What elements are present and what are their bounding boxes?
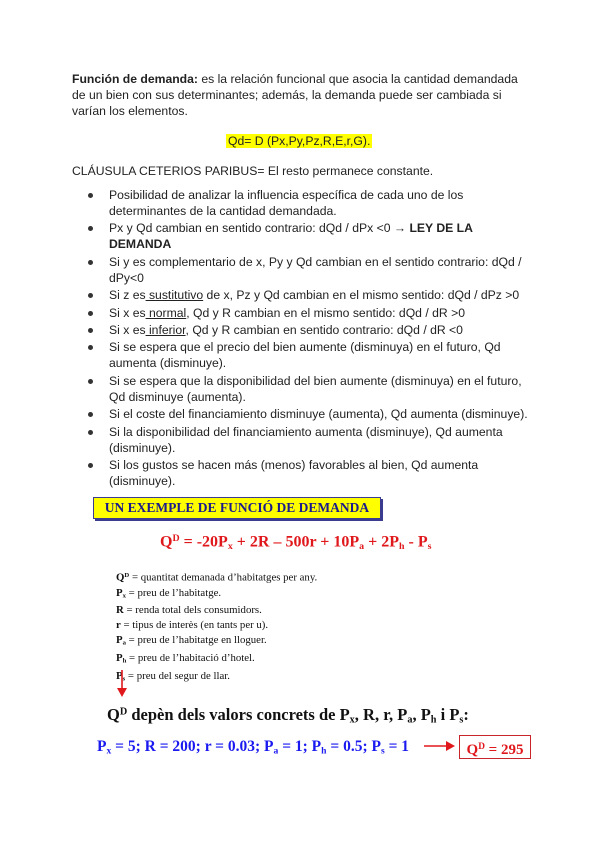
intro-line-3: varían los elementos. bbox=[72, 104, 188, 118]
dep-sub: s bbox=[459, 714, 464, 726]
val-part: = 1 bbox=[384, 738, 410, 755]
variable-definitions bbox=[116, 568, 317, 686]
demand-equation bbox=[160, 533, 431, 552]
dep-part: depèn dels valors concrets de P bbox=[127, 705, 350, 724]
definition-row bbox=[116, 568, 317, 586]
list-item bbox=[88, 254, 538, 286]
val-sub: h bbox=[321, 745, 327, 757]
intro-line-2: de un bien con sus determinantes; además, la demanda puede ser cambiada si bbox=[72, 88, 502, 102]
def-symbol: P bbox=[116, 652, 123, 665]
bullet-icon bbox=[88, 430, 93, 435]
bullet-icon bbox=[88, 193, 93, 198]
depends-statement bbox=[107, 705, 469, 726]
list-item-text: , Qd y R cambian en sentido contrario: dQd / dR <0 bbox=[185, 322, 463, 337]
def-symbol: P bbox=[116, 634, 123, 647]
val-part: = 0.5; P bbox=[326, 738, 381, 755]
bullet-icon bbox=[88, 328, 93, 333]
def-symbol: P bbox=[116, 669, 123, 682]
down-arrow-icon bbox=[116, 670, 128, 698]
intro-paragraph bbox=[72, 71, 532, 119]
ceteris-paribus-line: CLÁUSULA CETERIOS PARIBUS= El resto permanece constante. bbox=[72, 164, 434, 178]
def-text: = renda total dels consumidors. bbox=[123, 604, 262, 617]
eq-part: = -20P bbox=[179, 533, 228, 551]
def-text: = preu de l’habitació d’hotel. bbox=[126, 652, 255, 665]
result-part: Q bbox=[466, 742, 479, 759]
right-arrow-icon bbox=[424, 740, 456, 752]
example-values bbox=[97, 738, 409, 756]
eq-part: Q bbox=[160, 533, 173, 551]
dep-part: i P bbox=[436, 705, 460, 724]
bullet-icon bbox=[88, 463, 93, 468]
definition-row bbox=[116, 651, 317, 669]
list-item-text: Si los gustos se hacen más (menos) favorables al bien, Qd aumenta (disminuye). bbox=[109, 457, 479, 488]
def-sub: h bbox=[122, 657, 127, 665]
def-sub: x bbox=[122, 592, 126, 600]
dep-part: Q bbox=[107, 705, 120, 724]
eq-sub: x bbox=[227, 540, 233, 552]
result-value: = 295 bbox=[484, 742, 524, 759]
list-item bbox=[88, 457, 538, 489]
definition-row bbox=[116, 669, 317, 687]
list-item-text: , Qd y R cambian en el mismo sentido: dQd / dR >0 bbox=[186, 305, 465, 320]
definition-row bbox=[116, 586, 317, 604]
def-symbol: Q bbox=[116, 571, 125, 584]
val-part: P bbox=[97, 738, 107, 755]
result-box bbox=[459, 735, 531, 759]
eq-sup: D bbox=[172, 533, 180, 544]
dep-sub: h bbox=[430, 714, 437, 726]
intro-line-1 bbox=[72, 71, 532, 87]
list-item bbox=[88, 373, 538, 405]
determinants-list bbox=[88, 187, 538, 490]
definition-row bbox=[116, 603, 317, 618]
list-item bbox=[88, 406, 538, 422]
dep-sub: x bbox=[349, 714, 355, 726]
list-item bbox=[88, 424, 538, 456]
list-item bbox=[88, 339, 538, 371]
eq-sub: h bbox=[399, 540, 405, 552]
list-item bbox=[88, 305, 538, 321]
list-item-text: Si z es bbox=[109, 288, 146, 303]
list-item bbox=[88, 187, 538, 219]
list-item-text: Si x es bbox=[109, 305, 146, 320]
underlined-term: normal bbox=[145, 305, 187, 320]
def-symbol: P bbox=[116, 586, 123, 599]
list-item-text: Si x es bbox=[109, 322, 146, 337]
bullet-icon bbox=[88, 260, 93, 265]
val-sub: a bbox=[273, 745, 279, 757]
def-text: = preu de l’habitatge en lloguer. bbox=[125, 634, 267, 647]
def-sub: s bbox=[122, 675, 126, 683]
val-sub: x bbox=[106, 745, 112, 757]
def-symbol: R bbox=[116, 604, 124, 617]
demand-formula-text: Qd= D (Px,Py,Pz,R,E,r,G). bbox=[228, 134, 371, 148]
list-item bbox=[88, 322, 538, 338]
underlined-term: inferior bbox=[145, 322, 186, 337]
def-text: = preu de l’habitatge. bbox=[125, 586, 222, 599]
list-item-text: Si la disponibilidad del financiamiento aumenta (disminuye), Qd aumenta (disminuye). bbox=[109, 424, 503, 455]
bullet-icon bbox=[88, 379, 93, 384]
intro-line1-text: es la relación funcional que asocia la cantidad demandada bbox=[197, 72, 518, 86]
dep-sub: a bbox=[407, 714, 413, 726]
list-item-text: Si el coste del financiamiento disminuye (aumenta), Qd aumenta (disminuye). bbox=[109, 407, 528, 422]
list-item-text: de x, Pz y Qd cambian en el mismo sentido: dQd / dPz >0 bbox=[203, 288, 520, 303]
def-sub: a bbox=[122, 640, 126, 648]
definition-row bbox=[116, 618, 317, 633]
bullet-icon bbox=[88, 311, 93, 316]
val-part: = 5; R = 200; r = 0.03; P bbox=[111, 738, 274, 755]
def-text: = quantitat demanada d’habitatges per any. bbox=[129, 571, 318, 584]
eq-sub: a bbox=[359, 540, 365, 552]
list-item-text: Si se espera que la disponibilidad del bien aumente (disminuya) en el futuro, Qd disminuye (aumenta). bbox=[109, 373, 522, 404]
dep-part: : bbox=[463, 705, 469, 724]
underlined-term: sustitutivo bbox=[145, 288, 204, 303]
dep-part: , R, r, P bbox=[354, 705, 408, 724]
dep-sup: D bbox=[119, 706, 128, 718]
bullet-icon bbox=[88, 345, 93, 350]
demand-formula bbox=[226, 133, 372, 149]
val-sub: s bbox=[380, 745, 385, 757]
val-part: = 1; P bbox=[278, 738, 322, 755]
list-item-text: Px y Qd cambian en sentido contrario: dQd / dPx <0 → bbox=[109, 221, 410, 236]
result-sup: D bbox=[478, 742, 485, 752]
list-item-text: Posibilidad de analizar la influencia específica de cada uno de los determinantes de la cantidad demandada. bbox=[109, 188, 464, 218]
def-symbol: r bbox=[116, 619, 121, 632]
list-item bbox=[88, 220, 538, 252]
list-item-text: Si se espera que el precio del bien aumente (disminuya) en el futuro, Qd aumenta (disminuye). bbox=[109, 340, 501, 371]
eq-sub: s bbox=[427, 540, 432, 552]
definition-row bbox=[116, 633, 317, 651]
eq-part: + 2P bbox=[364, 533, 399, 551]
def-sup: D bbox=[124, 572, 130, 579]
intro-term: Función de demanda: bbox=[72, 72, 198, 86]
law-of-demand-label: LEY DE LA DEMANDA bbox=[109, 221, 473, 252]
bullet-icon bbox=[88, 412, 93, 417]
dep-part: , P bbox=[412, 705, 431, 724]
list-item-text: Si y es complementario de x, Py y Qd cambian en el sentido contrario: dQd / dPy<0 bbox=[109, 254, 522, 285]
bullet-icon bbox=[88, 226, 93, 231]
eq-part: - P bbox=[404, 533, 428, 551]
def-text: = tipus de interès (en tants per u). bbox=[120, 619, 269, 632]
eq-part: + 2R – 500r + 10P bbox=[232, 533, 360, 551]
bullet-icon bbox=[88, 293, 93, 298]
def-text: = preu del segur de llar. bbox=[125, 669, 230, 682]
example-title-box: UN EXEMPLE DE FUNCIÓ DE DEMANDA bbox=[93, 497, 381, 519]
list-item bbox=[88, 287, 538, 303]
